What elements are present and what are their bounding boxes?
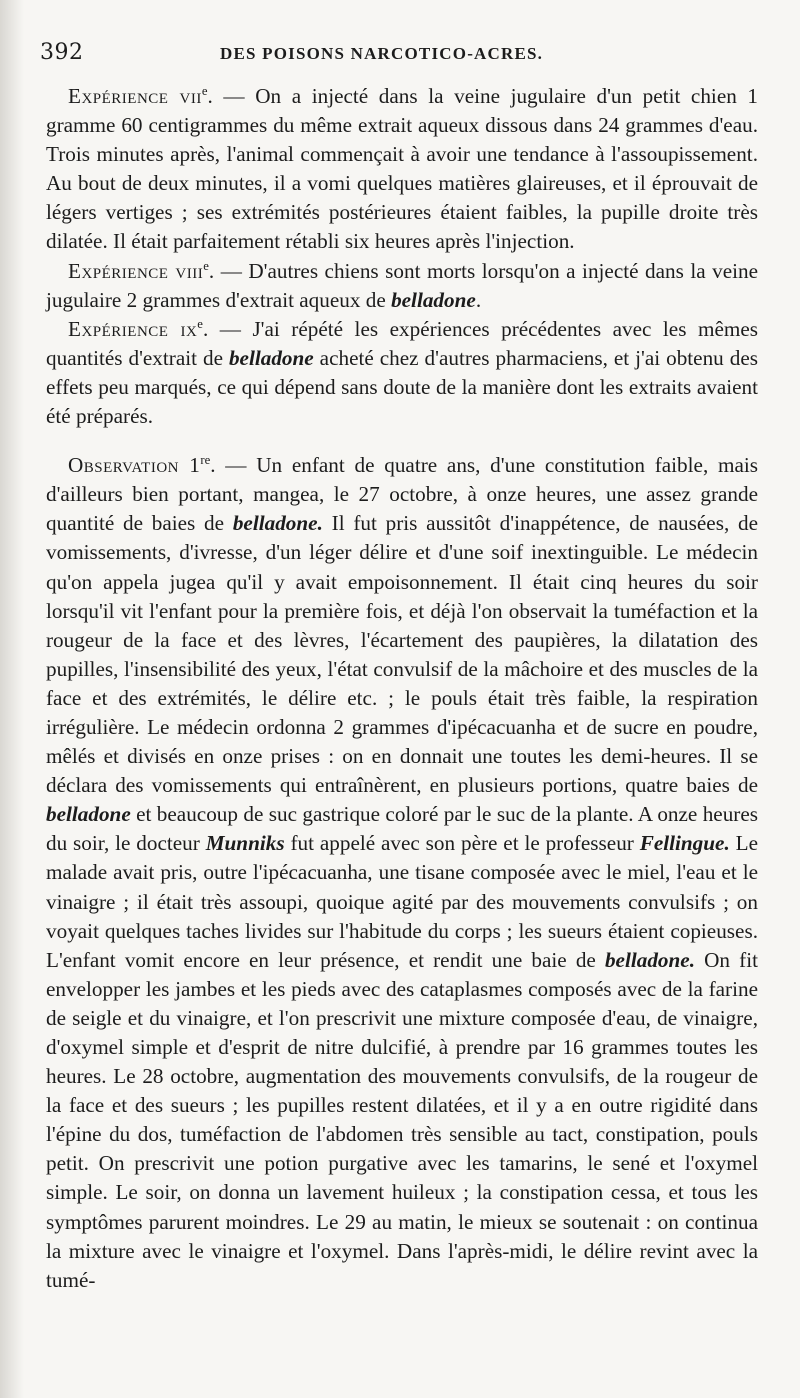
paragraph-experience-7 (46, 82, 758, 257)
italic-name: Munniks (205, 831, 285, 856)
paragraph-text: Il fut pris aussitôt d'inappétence, de nausées, de vomissements, d'ivresse, d'un léger délire et d'une soif inextinguible. Le médecin qu'on appela jugea qu'il y avait empoisonnement. Il était cinq heures du soir lorsqu'il vit l'enfant pour la première fois, et déjà l'on observait la tuméfaction et la rougeur de la face et des lèvres, l'écartement des paupières, la dilatation des pupilles, l'insensibilité des yeux, l'état convulsif de la mâchoire et des muscles de la face et des extrémités, le délire etc. ; le pouls était très faible, la respiration irrégulière. Le médecin ordonna 2 grammes d'ipécacuanha et de sucre en poudre, mêlés et divisés en onze prises : on en donnait une toutes les demi-heures. Il se déclara des vomissements qui entraînèrent, en plusieurs portions, quatre baies de (46, 511, 759, 798)
ordinal-suffix: re (200, 453, 211, 468)
paragraph-text: Le malade avait pris, outre l'ipécacuanha, une tisane composée avec le miel, l'eau et le vinaigre ; il était très assoupi, quoique agité par des mouvements convulsifs ; on voyait quelques taches livides sur l'habitude du corps ; les sueurs étaient copieuses. L'enfant vomit encore en leur présence, et rendit une baie de (46, 831, 758, 972)
ordinal-suffix: e (197, 316, 203, 331)
paragraph-experience-9 (46, 315, 758, 431)
paragraph-text: . — On a injecté dans la veine jugulaire d'un petit chien 1 gramme 60 centigrammes du même extrait aqueux dissous dans 24 grammes d'eau. Trois minutes après, l'animal commençait à avoir une tendance à l'assoupissement. Au bout de deux minutes, il a vomi quelques matières glaireuses, et il éprouvait de légers vertiges ; ses extrémités postérieures étaient faibles, la pupille droite très dilatée. Il était parfaitement rétabli six heures après l'injection. (46, 84, 759, 254)
ordinal-suffix: e (203, 258, 209, 273)
observation-label: Observation 1 (68, 453, 201, 478)
italic-term: belladone (391, 287, 476, 312)
experience-label: Expérience viii (68, 258, 204, 283)
italic-term: belladone (228, 345, 314, 370)
scan-gutter-shadow (0, 0, 24, 1398)
paragraph-text: acheté chez d'autres pharmaciens, et j'ai obtenu des effets peu marqués, ce qui dépend sans doute de la manière dont les extraits avaient été préparés. (46, 345, 758, 429)
italic-term: belladone (46, 802, 131, 827)
italic-term: belladone. (232, 511, 323, 536)
experience-label: Expérience vii (68, 84, 202, 108)
italic-term: belladone. (604, 947, 695, 972)
body-text (46, 82, 758, 1295)
experience-label: Expérience ix (68, 316, 198, 341)
page-number: 392 (40, 40, 84, 65)
section-spacer (46, 431, 758, 451)
paragraph-experience-8 (46, 257, 758, 315)
paragraph-text: et beaucoup de suc gastrique coloré par le suc de la plante. A onze heures du soir, le docteur (46, 802, 758, 856)
running-head: DES POISONS NARCOTICO-ACRES. (220, 44, 544, 63)
paragraph-text: . — J'ai répété les expériences précédentes avec les mêmes quantités d'extrait de (46, 316, 758, 370)
paragraph-text: fut appelé avec son père et le professeur (284, 831, 640, 856)
paragraph-text: . — Un enfant de quatre ans, d'une constitution faible, mais d'ailleurs bien portant, mangea, le 27 octobre, à onze heures, une assez grande quantité de baies de (46, 453, 758, 536)
paragraph-text: On fit envelopper les jambes et les pieds avec des cataplasmes composés avec de la farine de seigle et du vinaigre, et l'on prescrivit une mixture composée d'eau, de vinaigre, d'oxymel simple et d'esprit de nitre dulcifié, à prendre par 16 grammes toutes les heures. Le 28 octobre, augmentation des mouvements convulsifs, de la rougeur de la face et des sueurs ; les pupilles restent dilatées, et il y a en outre rigidité dans l'épine du dos, tuméfaction de l'abdomen très sensible au tact, constipation, pouls petit. On prescrivit une potion purgative avec les tamarins, le sené et l'oxymel simple. Le soir, on donna un lavement huileux ; la constipation cessa, et tous les symptômes parurent moindres. Le 29 au matin, le mieux se soutenait : on continua la mixture avec le vinaigre et l'oxymel. Dans l'après-midi, le délire revint avec la tumé- (46, 947, 758, 1292)
paragraph-text: . — D'autres chiens sont morts lorsqu'on a injecté dans la veine jugulaire 2 grammes d'extrait aqueux de (46, 258, 758, 312)
paragraph-observation-1 (46, 451, 758, 1295)
ordinal-suffix: e (201, 83, 208, 98)
paragraph-text: . (475, 287, 482, 312)
italic-name: Fellingue. (639, 831, 730, 856)
page-header (40, 40, 760, 74)
